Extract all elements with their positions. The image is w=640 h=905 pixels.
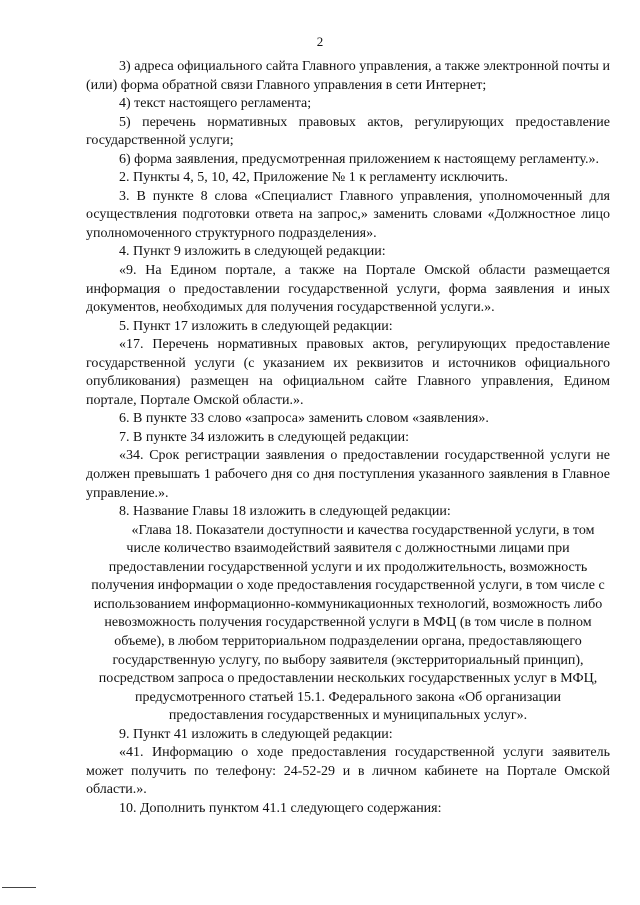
paragraph-point-2: 2. Пункты 4, 5, 10, 42, Приложение № 1 к регламенту исключить. (119, 170, 508, 186)
paragraph-clause-34: «34. Срок регистрации заявления о предоставлении государственной услуги не должен превышать 1 рабочего дня со дня поступления указанного заявления в Главное управление.». (86, 448, 610, 501)
page-number: 2 (316, 34, 324, 49)
paragraph-point-8: 8. Название Главы 18 изложить в следующей редакции: (119, 504, 451, 520)
paragraph-point-7: 7. В пункте 34 изложить в следующей редакции: (119, 429, 410, 445)
paragraph-point-5: 5. Пункт 17 изложить в следующей редакции: (119, 318, 393, 334)
paragraph-point-6: 6. В пункте 33 слово «запроса» заменить словом «заявления». (119, 411, 489, 427)
paragraph-item-5: 5) перечень нормативных правовых актов, регулирующих предоставление государственной услуги; (86, 114, 610, 149)
paragraph-point-10: 10. Дополнить пунктом 41.1 следующего содержания: (119, 800, 442, 816)
paragraph-clause-41: «41. Информацию о ходе предоставления государственной услуги заявитель может получить по телефону: 24-52-29 и в личном кабинете на Портале Омской области.». (86, 745, 610, 798)
document-body (86, 58, 610, 818)
scan-edge-mark (2, 887, 36, 888)
paragraph-item-3: 3) адреса официального сайта Главного управления, а также электронной почты и (или) форма обратной связи Главного управления в сети Интернет; (86, 59, 610, 93)
paragraph-item-6: 6) форма заявления, предусмотренная приложением к настоящему регламенту.». (119, 151, 600, 167)
paragraph-clause-17: «17. Перечень нормативных правовых актов, регулирующих предоставление государственной услуги (с указанием их реквизитов и источников официального опубликования) размещен на официальном сайте Главного управления, Едином портале, Портале Омской области.». (86, 337, 610, 408)
paragraph-point-4: 4. Пункт 9 изложить в следующей редакции: (119, 244, 386, 260)
paragraph-clause-9: «9. На Едином портале, а также на Портале Омской области размещается информация о предоставлении государственной услуги, форма заявления и иных документов, необходимых для получения государственной услуги.». (86, 263, 610, 316)
paragraph-item-4: 4) текст настоящего регламента; (119, 96, 312, 112)
paragraph-point-9: 9. Пункт 41 изложить в следующей редакции: (119, 726, 393, 742)
paragraph-point-3: 3. В пункте 8 слова «Специалист Главного управления, уполномоченный для осуществления подготовки ответа на запрос,» заменить словами «Должностное лицо уполномоченного структурного подразделения». (86, 188, 610, 241)
paragraph-chapter-18-title: «Глава 18. Показатели доступности и качества государственной услуги, в том числе количество взаимодействий заявителя с должностными лицами при предоставлении государственной услуги и их продолжительность, возможность получения информации о ходе предоставления государственной услуги, в том числе с использованием информационно-коммуникационных технологий, возможность либо невозможность получения государственной услуги в МФЦ (в том числе в полном объеме), в любом территориальном подразделении органа, предоставляющего государственную услугу, по выбору заявителя (экстерриториальный принцип), посредством запроса о предоставлении нескольких государственных услуг в МФЦ, предусмотренного статьей 15.1. Федерального закона «Об организации предоставления государственных и муниципальных услуг». (91, 522, 605, 724)
